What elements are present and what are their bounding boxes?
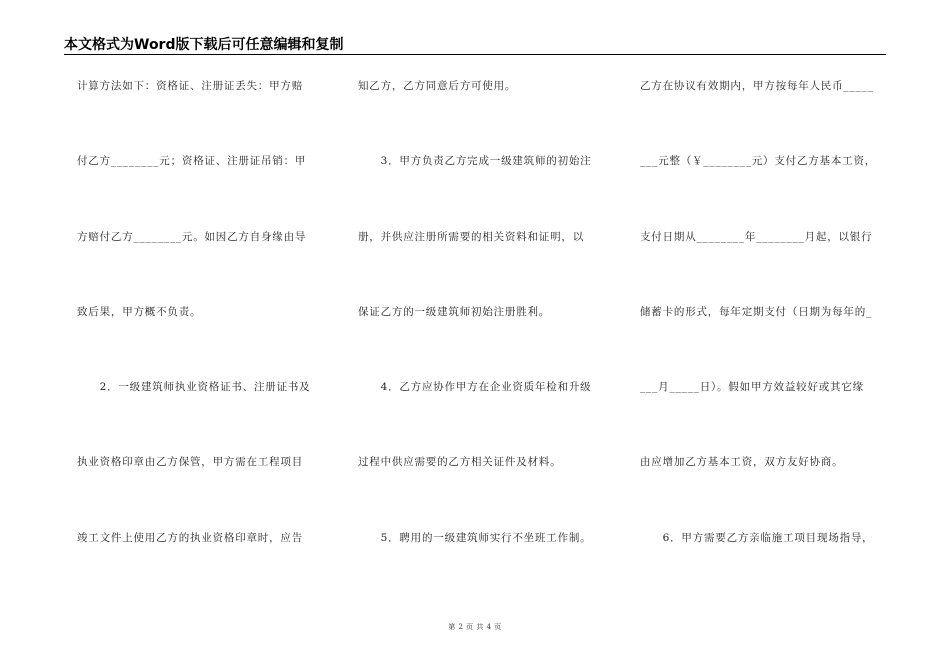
page-number: 第 2 页 共 4 页 — [448, 623, 502, 631]
text-column-3 — [640, 76, 890, 603]
text-line: 6．甲方需要乙方亲临施工项目现场指导， — [640, 531, 874, 544]
text-line: 付乙方________元；资格证、注册证吊销：甲 — [77, 155, 307, 168]
text-line: 竣工文件上使用乙方的执业资格印章时，应告 — [77, 531, 303, 544]
text-line: 2．一级建筑师执业资格证书、注册证书及 — [77, 381, 311, 394]
text-line: 过程中供应需要的乙方相关证件及材料。 — [358, 456, 562, 469]
text-line: 4．乙方应协作甲方在企业资质年检和升级 — [358, 381, 592, 394]
text-column-2 — [358, 76, 616, 603]
text-line: 5．聘用的一级建筑师实行不坐班工作制。 — [358, 531, 592, 544]
text-line: ___月_____日）。假如甲方效益较好或其它缘 — [640, 381, 864, 394]
text-line: 3．甲方负责乙方完成一级建筑师的初始注 — [358, 155, 592, 168]
text-line: 保证乙方的一级建筑师初始注册胜利。 — [358, 305, 551, 318]
text-line: 由应增加乙方基本工资，双方友好协商。 — [640, 456, 844, 469]
text-line: 方赔付乙方________元。如因乙方自身缘由导 — [77, 230, 307, 243]
text-line: 册，并供应注册所需要的相关资料和证明，以 — [358, 230, 584, 243]
header-title: 本文格式为Word版下载后可任意编辑和复制 — [64, 37, 344, 53]
text-line: 乙方在协议有效期内，甲方按每年人民币_____ — [640, 80, 874, 92]
text-line: 计算方法如下：资格证、注册证丢失：甲方赔 — [77, 80, 303, 92]
page-header — [64, 34, 886, 55]
text-line: 执业资格印章由乙方保管，甲方需在工程项目 — [77, 456, 303, 469]
text-line: 知乙方，乙方同意后方可使用。 — [358, 80, 517, 92]
text-column-1 — [77, 76, 332, 603]
text-line: 储蓄卡的形式，每年定期支付（日期为每年的_ — [640, 305, 873, 318]
text-line: 支付日期从________年________月起，以银行 — [640, 230, 873, 243]
text-line: 致后果，甲方概不负责。 — [77, 305, 202, 318]
text-line: ___元整（￥________元）支付乙方基本工资， — [640, 155, 877, 168]
